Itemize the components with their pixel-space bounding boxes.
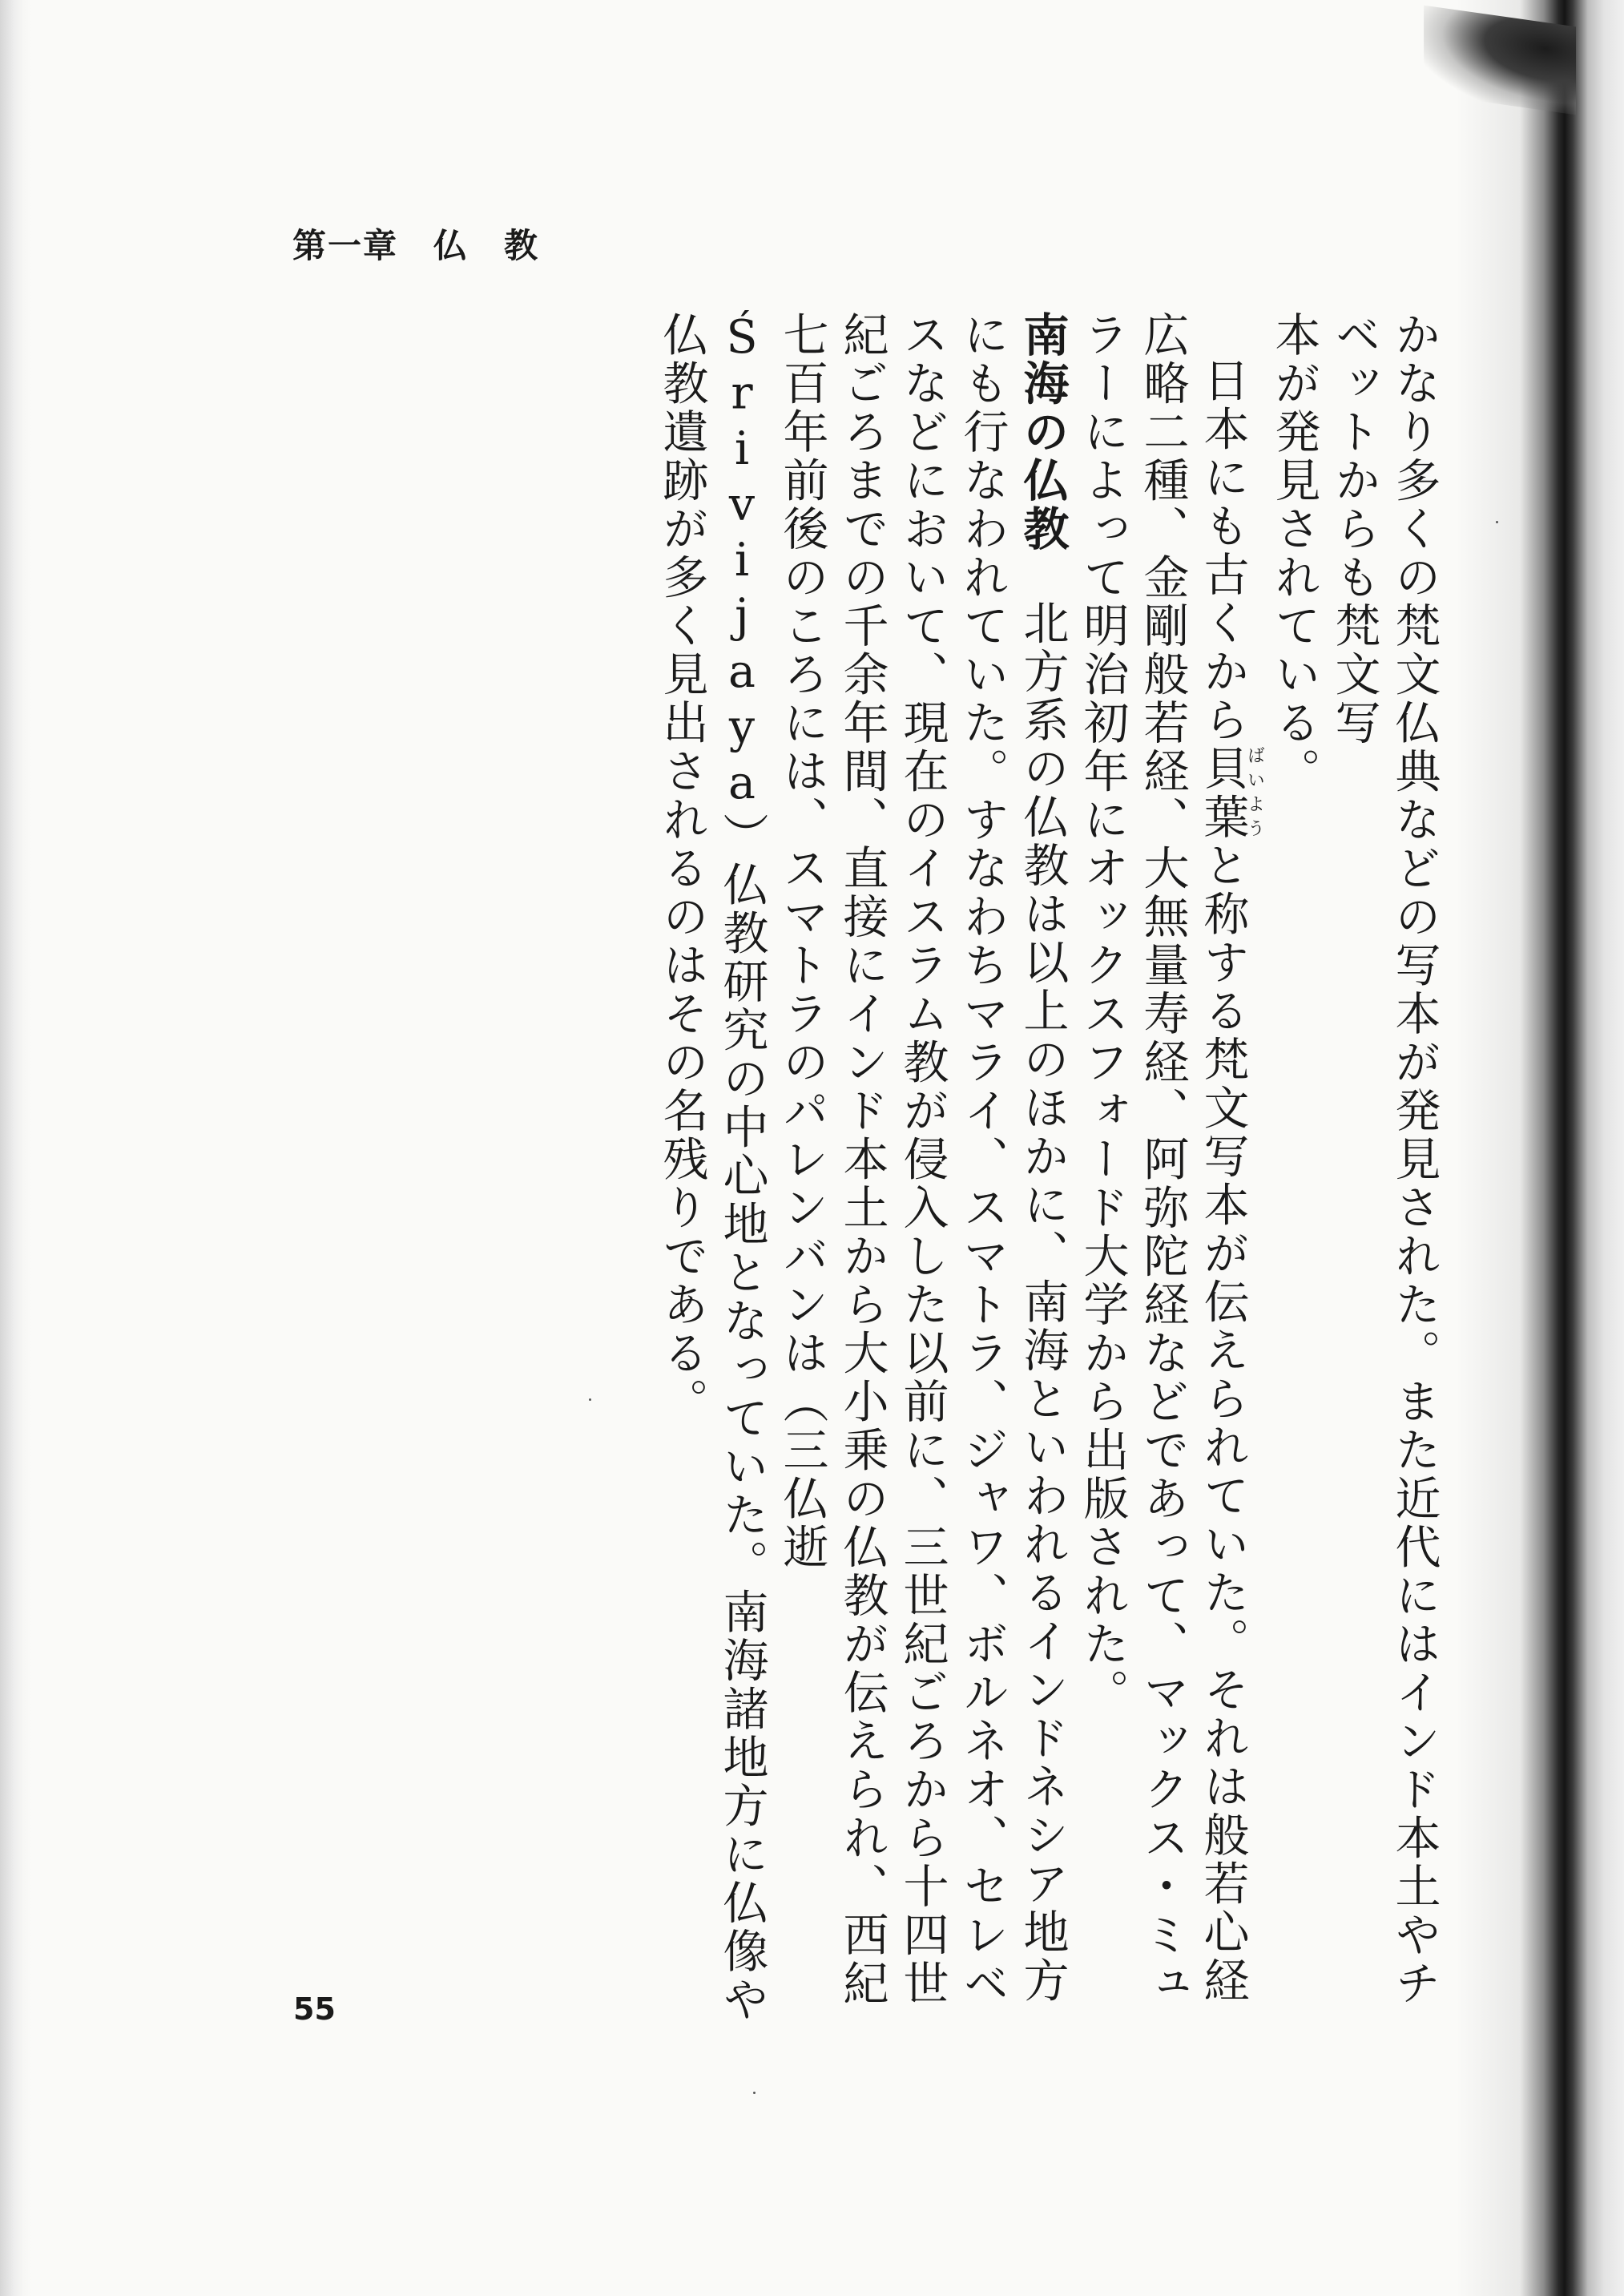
body-text: [651, 311, 1444, 2042]
scan-speck: [1496, 521, 1498, 523]
ruby-base: 貝葉: [1196, 744, 1249, 841]
paragraph-1: [1263, 311, 1444, 2042]
scan-speck: [753, 2092, 756, 2094]
paragraph-2-part-2: と称する梵文写本が伝えられていた。それは般若心経広略二種、金剛般若経、大無量寿経、阿弥陀経などであって、マックス・ミュラーによって明治初年にオックスフォード大学から出版された。: [1076, 311, 1249, 2008]
paragraph-3: [651, 311, 1072, 2042]
ruby-baiyou: [1196, 744, 1265, 841]
paragraph-1-line-2: 本が発見されている。: [1267, 311, 1320, 796]
page-number: 55: [293, 1991, 336, 2027]
book-spine-shadow: [1456, 0, 1624, 2296]
paragraph-1-line-1: かなり多くの梵文仏典などの写本が発見された。また近代にはインド本土やチベットからも梵文写: [1328, 311, 1441, 2008]
paragraph-2: [1072, 311, 1263, 2042]
ruby-reading: ばいよう: [1244, 744, 1265, 841]
paragraph-2-part-1: 日本にも古くから: [1196, 357, 1249, 744]
section-heading: 南海の仏教: [1016, 311, 1069, 554]
section-text: 北方系の仏教は以上のほかに、南海といわれるインドネシア地方にも行なわれていた。すなわちマライ、スマトラ、ジャワ、ボルネオ、セレベスなどにおいて、現在のイスラム教が侵入した以前に、三世紀ごろから十四世紀ごろまでの千余年間、直接にインド本土から大小乗の仏教が伝えられ、西紀七百年前後のころには、スマトラのパレンバンは（三仏逝 Śrivijaya）仏教研究の中心地となっていた。南海諸地方に仏像や仏教遺跡が多く見出されるのはその名残りである。: [655, 311, 1069, 2024]
scan-speck: [589, 1398, 591, 1401]
scan-left-edge: [0, 0, 32, 2296]
chapter-header: 第一章 仏 教: [292, 226, 540, 265]
